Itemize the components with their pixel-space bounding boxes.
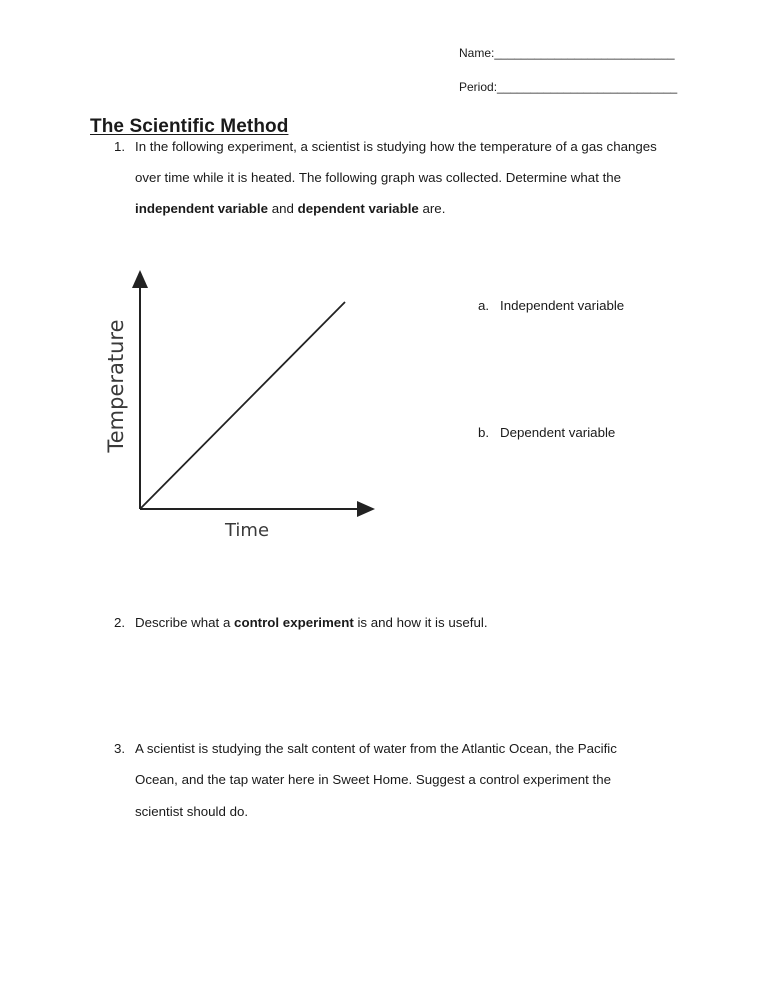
temperature-time-graph	[95, 266, 385, 556]
option-b-letter: b.	[478, 425, 490, 440]
answer-option-a	[478, 298, 624, 313]
question-3-line-3: scientist should do.	[135, 804, 249, 819]
question-2-pre: Describe what a	[135, 615, 235, 630]
period-field[interactable]: Period:___________________________	[459, 80, 678, 94]
name-field[interactable]: Name:___________________________	[459, 46, 675, 60]
option-b-text: Dependent variable	[500, 425, 616, 440]
dependent-variable-term: dependent variable	[297, 201, 419, 216]
question-3-number: 3.	[114, 741, 126, 756]
question-3-line-2: Ocean, and the tap water here in Sweet Home. Suggest a control experiment the	[135, 772, 612, 787]
question-2-number: 2.	[114, 615, 126, 630]
question-1-line-3	[135, 193, 705, 224]
question-1-number: 1.	[114, 139, 126, 154]
data-line	[140, 302, 345, 509]
connector-text: and	[268, 201, 298, 216]
page-title: The Scientific Method	[90, 116, 289, 137]
option-a-text: Independent variable	[500, 298, 625, 313]
question-2-post: is and how it is useful.	[353, 615, 488, 630]
independent-variable-term: independent variable	[135, 201, 269, 216]
question-1-line-2: over time while it is heated. The following graph was collected. Determine what the	[135, 170, 622, 185]
question-2-text	[135, 607, 705, 638]
answer-option-b	[478, 425, 615, 440]
option-a-letter: a.	[478, 298, 490, 313]
question-1-line-1: In the following experiment, a scientist is studying how the temperature of a gas changes	[135, 139, 657, 154]
y-axis-label: Temperature	[104, 319, 128, 453]
control-experiment-term: control experiment	[234, 615, 354, 630]
end-text: are.	[418, 201, 446, 216]
x-axis-label: Time	[224, 520, 270, 541]
question-3-line-1: A scientist is studying the salt content of water from the Atlantic Ocean, the Pacific	[135, 741, 617, 756]
